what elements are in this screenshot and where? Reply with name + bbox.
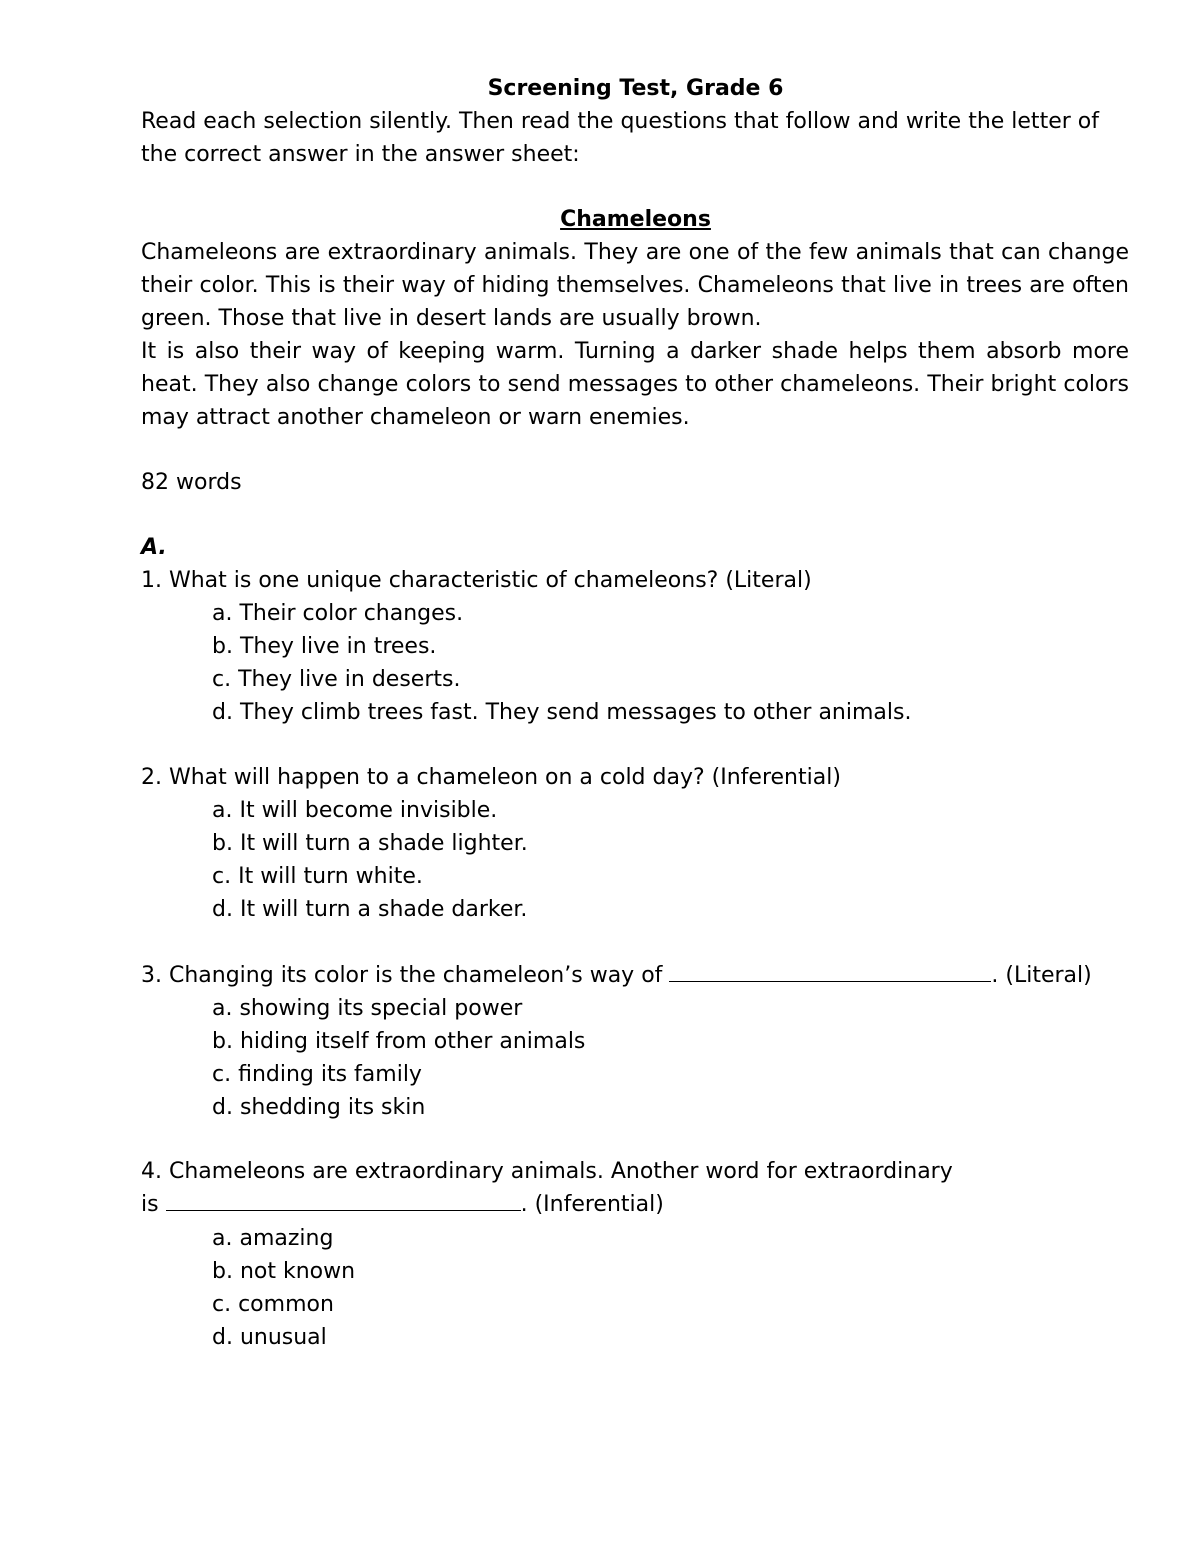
question-2-option-c: c. It will turn white. [212, 864, 423, 889]
instructions-line-2: the correct answer in the answer sheet: [141, 142, 580, 167]
question-1-option-c: c. They live in deserts. [212, 667, 461, 692]
passage-line-3: green. Those that live in desert lands are usually brown. [141, 306, 762, 331]
question-4-stem-line-1: 4. Chameleons are extraordinary animals. Another word for extraordinary [141, 1159, 953, 1184]
question-3-stem-after: . (Literal) [991, 963, 1092, 988]
instructions-line-1: Read each selection silently. Then read the questions that follow and write the letter of [141, 109, 1099, 134]
passage-line-2: their color. This is their way of hiding themselves. Chameleons that live in trees are often [141, 273, 1129, 298]
question-1-option-b: b. They live in trees. [212, 634, 437, 659]
section-label: A. [141, 535, 167, 560]
question-3-option-b: b. hiding itself from other animals [212, 1029, 586, 1054]
selection-title: Chameleons [560, 207, 711, 232]
question-4-stem-line-2 [141, 1188, 664, 1221]
question-1-stem: 1. What is one unique characteristic of chameleons? (Literal) [141, 568, 812, 593]
page-title: Screening Test, Grade 6 [487, 76, 784, 101]
word-count: 82 words [141, 470, 242, 495]
question-4-option-a: a. amazing [212, 1226, 334, 1251]
question-4-stem-before: is [141, 1192, 159, 1217]
question-4-stem-after: . (Inferential) [520, 1192, 664, 1217]
question-3-blank [669, 961, 991, 982]
question-4-option-b: b. not known [212, 1259, 356, 1284]
passage-line-6: may attract another chameleon or warn enemies. [141, 405, 690, 430]
question-3-option-c: c. finding its family [212, 1062, 422, 1087]
passage-line-4: It is also their way of keeping warm. Turning a darker shade helps them absorb more [141, 339, 1129, 364]
question-3-stem-before: 3. Changing its color is the chameleon’s way of [141, 963, 663, 988]
passage-line-5: heat. They also change colors to send messages to other chameleons. Their bright colors [141, 372, 1129, 397]
question-2-option-b: b. It will turn a shade lighter. [212, 831, 528, 856]
question-4-option-c: c. common [212, 1292, 334, 1317]
question-1-option-a: a. Their color changes. [212, 601, 464, 626]
question-1-option-d: d. They climb trees fast. They send messages to other animals. [212, 700, 912, 725]
question-3-stem [141, 959, 1092, 992]
question-3-option-d: d. shedding its skin [212, 1095, 426, 1120]
question-4-option-d: d. unusual [212, 1325, 327, 1350]
question-2-option-a: a. It will become invisible. [212, 798, 498, 823]
question-3-option-a: a. showing its special power [212, 996, 523, 1021]
passage-line-1: Chameleons are extraordinary animals. They are one of the few animals that can change [141, 240, 1129, 265]
question-2-option-d: d. It will turn a shade darker. [212, 897, 528, 922]
question-4-blank [166, 1190, 521, 1211]
question-2-stem: 2. What will happen to a chameleon on a cold day? (Inferential) [141, 765, 841, 790]
